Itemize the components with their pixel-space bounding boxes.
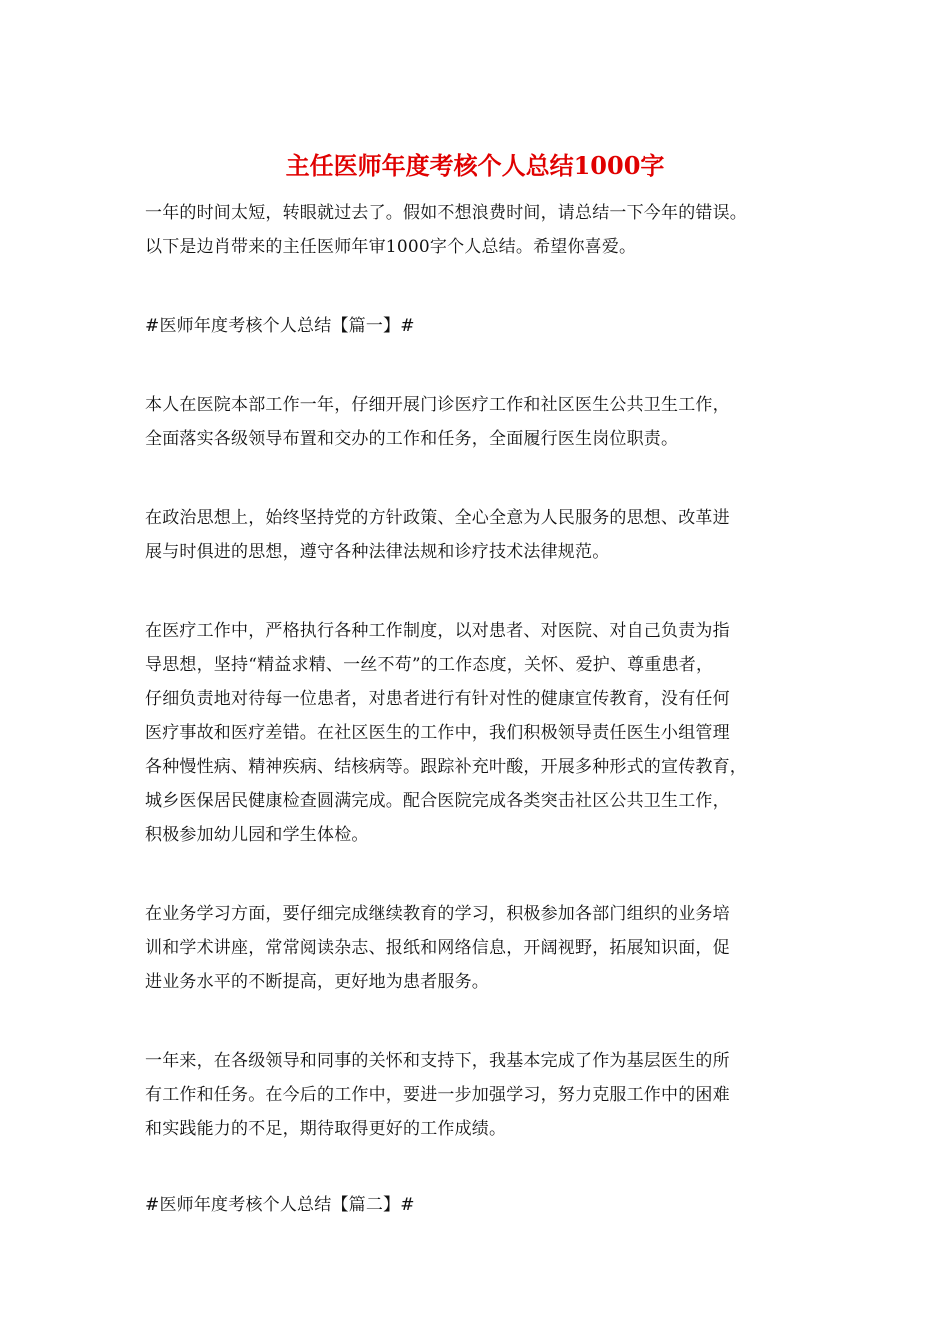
text-line: 医疗事故和医疗差错。在社区医生的工作中，我们积极领导责任医生小组管理 bbox=[145, 723, 730, 743]
text-line: 有工作和任务。在今后的工作中，要进一步加强学习，努力克服工作中的困难 bbox=[145, 1085, 730, 1105]
text-line: 各种慢性病、精神疾病、结核病等。跟踪补充叶酸，开展多种形式的宣传教育， bbox=[145, 757, 747, 777]
text-line: 一年来，在各级领导和同事的关怀和支持下，我基本完成了作为基层医生的所 bbox=[145, 1051, 730, 1071]
section-heading-1 bbox=[145, 309, 815, 343]
document-title: 主任医师年度考核个人总结1000字 bbox=[285, 151, 665, 180]
text-line: 展与时俱进的思想，遵守各种法律法规和诊疗技术法律规范。 bbox=[145, 542, 610, 562]
text-line: 进业务水平的不断提高，更好地为患者服务。 bbox=[145, 972, 489, 992]
text-line: 城乡医保居民健康检查圆满完成。配合医院完成各类突击社区公共卫生工作， bbox=[145, 791, 730, 811]
paragraph-5 bbox=[145, 1044, 815, 1146]
intro-paragraph bbox=[145, 196, 815, 264]
section-heading-text: #医师年度考核个人总结【篇一】# bbox=[145, 316, 415, 336]
text-line: 积极参加幼儿园和学生体检。 bbox=[145, 825, 369, 845]
text-line: 导思想，坚持“精益求精、一丝不苟”的工作态度，关怀、爱护、尊重患者， bbox=[145, 655, 714, 675]
paragraph-4 bbox=[145, 897, 815, 999]
paragraph-2 bbox=[145, 501, 815, 569]
paragraph-3 bbox=[145, 614, 815, 852]
text-line: 在政治思想上，始终坚持党的方针政策、全心全意为人民服务的思想、改革进 bbox=[145, 508, 730, 528]
text-line: 在业务学习方面，要仔细完成继续教育的学习，积极参加各部门组织的业务培 bbox=[145, 904, 730, 924]
text-line: 训和学术讲座，常常阅读杂志、报纸和网络信息，开阔视野，拓展知识面，促 bbox=[145, 938, 730, 958]
text-line: 以下是边肖带来的主任医师年审1000字个人总结。希望你喜爱。 bbox=[145, 237, 637, 257]
section-heading-text: #医师年度考核个人总结【篇二】# bbox=[145, 1195, 415, 1215]
text-line: 和实践能力的不足，期待取得更好的工作成绩。 bbox=[145, 1119, 507, 1139]
text-line: 全面落实各级领导布置和交办的工作和任务，全面履行医生岗位职责。 bbox=[145, 429, 679, 449]
text-line: 本人在医院本部工作一年，仔细开展门诊医疗工作和社区医生公共卫生工作， bbox=[145, 395, 730, 415]
text-line: 在医疗工作中，严格执行各种工作制度，以对患者、对医院、对自己负责为指 bbox=[145, 621, 730, 641]
section-heading-2 bbox=[145, 1188, 815, 1222]
text-line: 仔细负责地对待每一位患者，对患者进行有针对性的健康宣传教育，没有任何 bbox=[145, 689, 730, 709]
paragraph-1 bbox=[145, 388, 815, 456]
document-body bbox=[145, 196, 815, 1222]
text-line: 一年的时间太短，转眼就过去了。假如不想浪费时间，请总结一下今年的错误。 bbox=[145, 203, 747, 223]
